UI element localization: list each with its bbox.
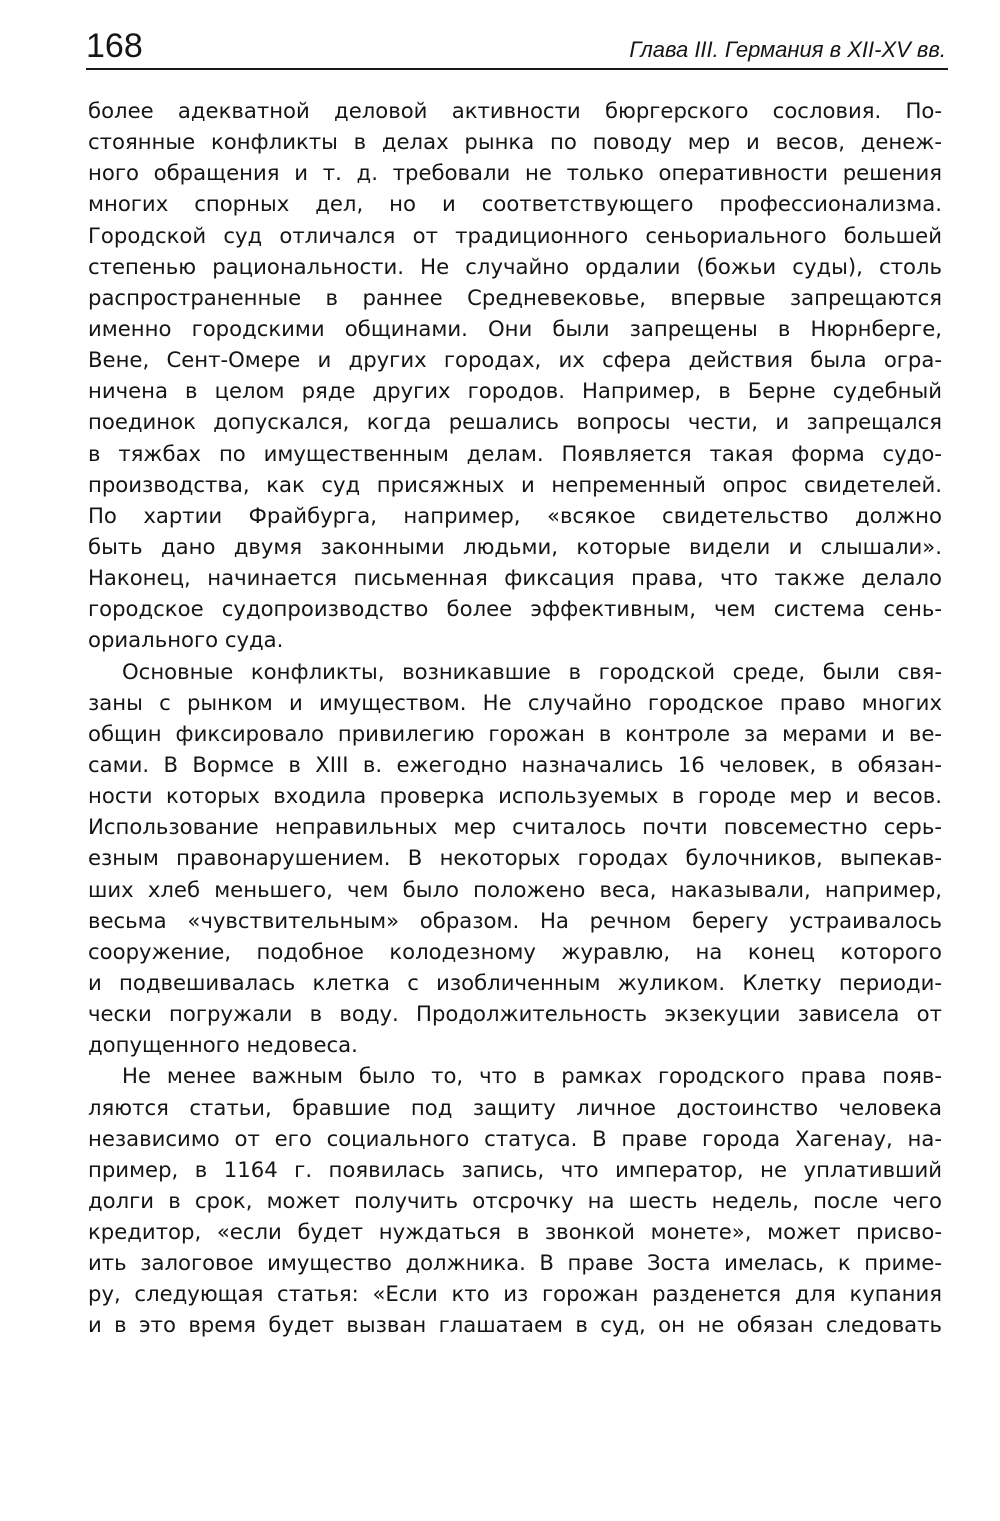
text-line: Не менее важным было то, что в рамках городского права появ- [122,1063,942,1089]
text-line: заны с рынком и имуществом. Не случайно городское право многих [88,689,942,715]
text-line: распространенные в раннее Средневековье, впервые запрещаются [88,284,942,310]
text-line: ного обращения и т. д. требовали не только оперативности решения [88,160,942,186]
text-line: в тяжбах по имущественным делам. Появляется такая форма судо- [88,440,942,466]
text-line: Наконец, начинается письменная фиксация права, что также делало [88,565,942,591]
running-head: Глава III. Германия в XII-XV вв. [629,37,946,62]
text-line: ляются статьи, бравшие под защиту личное достоинство человека [88,1094,942,1120]
text-line: и в это время будет вызван глашатаем в суд, он не обязан следовать [88,1312,942,1338]
text-line: независимо от его социального статуса. В праве города Хагенау, на- [88,1125,942,1151]
paragraph [88,95,942,656]
text-line: пример, в 1164 г. появилась запись, что император, не уплативший [88,1156,942,1182]
text-line: ру, следующая статья: «Если кто из горожан разденется для купания [88,1281,942,1307]
text-line: ить залоговое имущество должника. В праве Зоста имелась, к приме- [88,1250,942,1276]
text-line: именно городскими общинами. Они были запрещены в Нюрнберге, [88,315,942,341]
text-line: Городской суд отличался от традиционного сеньориального большей [88,222,942,248]
text-line: ничена в целом ряде других городов. Например, в Берне судебный [88,378,942,404]
text-line: более адекватной деловой активности бюргерского сословия. По- [88,98,942,123]
text-line: быть дано двумя законными людьми, которые видели и слышали». [88,533,942,559]
text-line: По хартии Фрайбурга, например, «всякое свидетельство должно [88,502,942,528]
text-line: чески погружали в воду. Продолжительность экзекуции зависела от [88,1001,942,1027]
text-line: степенью рациональности. Не случайно ордалии (божьи суды), столь [88,253,942,279]
text-line: сооружение, подобное колодезному журавлю, на конец которого [88,938,942,964]
text-line: городское судопроизводство более эффективным, чем система сень- [88,596,942,622]
text-line: и подвешивалась клетка с изобличенным жуликом. Клетку периоди- [88,969,942,995]
text-line: общин фиксировало привилегию горожан в контроле за мерами и ве- [88,720,942,746]
body-text [88,95,942,1341]
text-line: долги в срок, может получить отсрочку на шесть недель, после чего [88,1187,942,1213]
text-line: Основные конфликты, возникавшие в городской среде, были свя- [122,658,942,684]
paragraph [88,656,942,1061]
text-line: весьма «чувствительным» образом. На речном берегу устраивалось [88,907,942,933]
text-line: Использование неправильных мер считалось почти повсеместно серь- [88,814,942,840]
paragraph [88,1060,942,1340]
text-line: многих спорных дел, но и соответствующего профессионализма. [88,191,942,217]
text-line: допущенного недовеса. [88,1032,358,1058]
text-line: производства, как суд присяжных и непременный опрос свидетелей. [88,471,942,497]
page-number: 168 [86,27,143,65]
text-line: Вене, Сент-Омере и других городах, их сфера действия была огра- [88,347,942,373]
text-line: ших хлеб меньшего, чем было положено веса, наказывали, например, [88,876,942,902]
text-line: поединок допускался, когда решались вопросы чести, и запрещался [88,409,942,435]
text-line: ориального суда. [88,627,284,653]
text-line: стоянные конфликты в делах рынка по поводу мер и весов, денеж- [88,129,942,155]
page-header [86,22,948,70]
text-line: ности которых входила проверка используемых в городе мер и весов. [88,783,942,809]
text-line: езным правонарушением. В некоторых городах булочников, выпекав- [88,845,942,871]
text-line: кредитор, «если будет нуждаться в звонкой монете», может присво- [88,1219,942,1245]
text-line: сами. В Вормсе в XIII в. ежегодно назначались 16 человек, в обязан- [88,751,942,777]
